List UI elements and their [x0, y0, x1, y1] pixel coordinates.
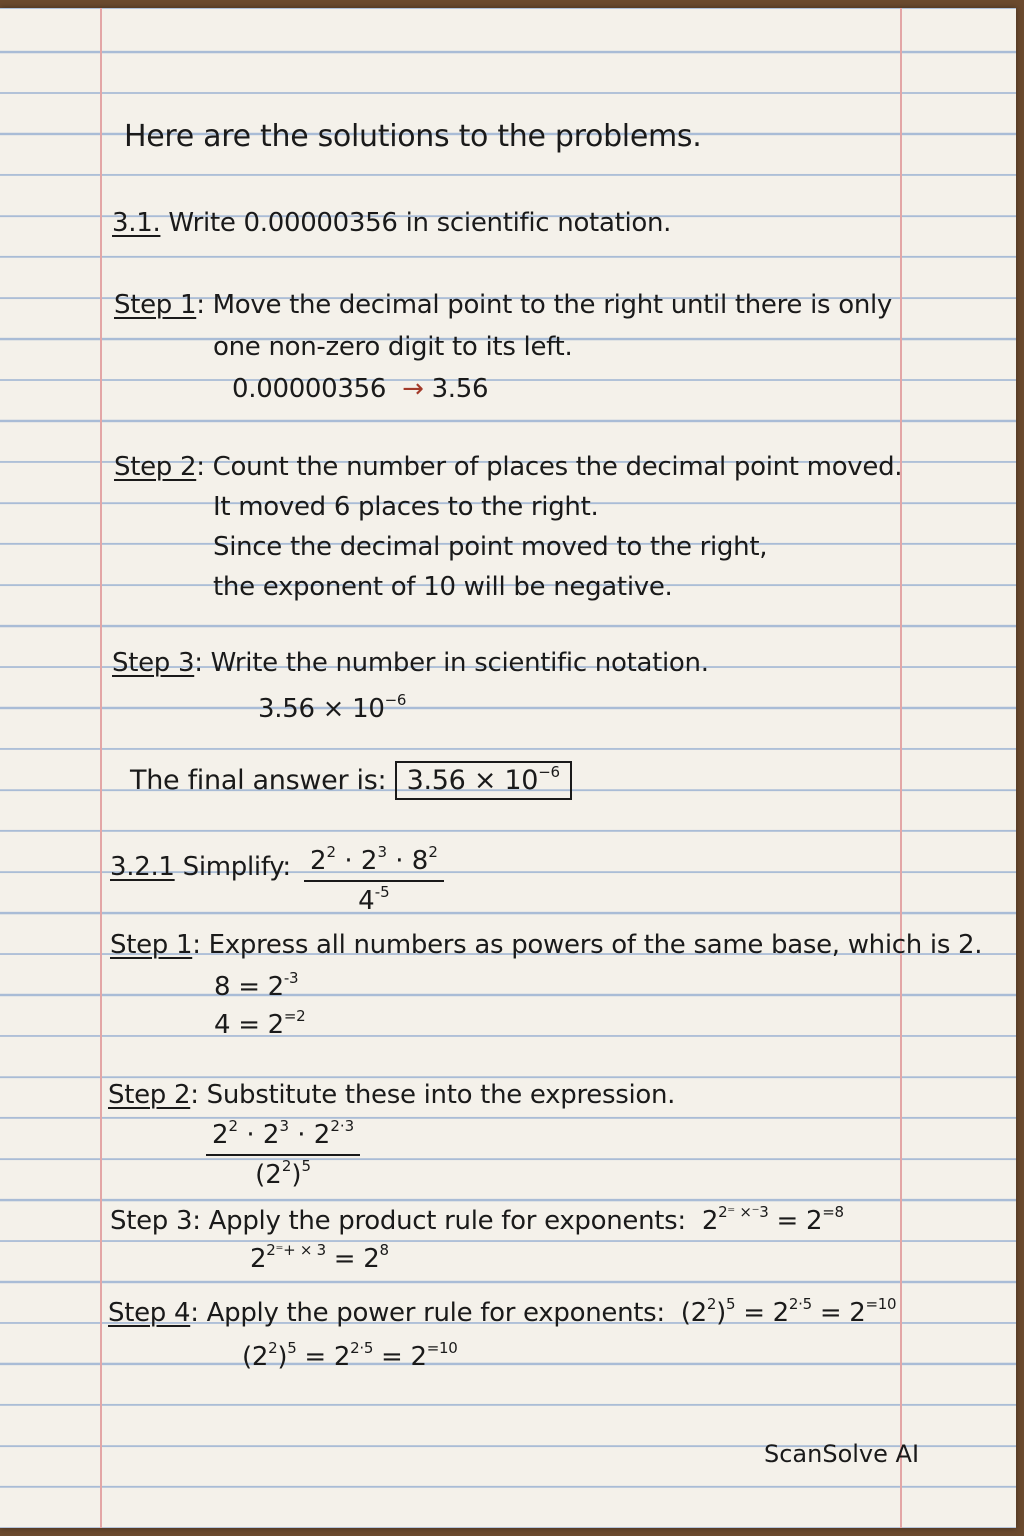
p2-step-3-line-1: Step 3: Apply the product rule for exponents: $2^{2^= \times^-3} = 2^{=8}$ — [110, 1203, 844, 1236]
result-base: 3.56 × 10 — [258, 694, 385, 724]
step-label: Step 1 — [110, 930, 193, 960]
step-text: Count the number of places the decimal point moved. — [212, 452, 903, 482]
left-margin-line — [100, 8, 102, 1528]
fraction-numerator: $2^2 \cdot 2^3 \cdot 2^{2\cdot 3}$ — [212, 1117, 355, 1150]
step-2-line-2: It moved 6 places to the right. — [213, 492, 599, 522]
problem-label: 3.2.1 — [110, 852, 175, 882]
problem-fraction — [304, 843, 444, 916]
step-label: Step 3 — [110, 1206, 193, 1236]
problem-title: Simplify: — [182, 852, 291, 882]
final-answer-label: The final answer is: — [130, 765, 387, 796]
step-1-line-1: Step 1: Move the decimal point to the right until there is only — [114, 290, 893, 320]
brand-watermark: ScanSolve AI — [764, 1440, 920, 1468]
p2-step-2-fraction — [206, 1117, 360, 1190]
p2-step-1-eq-1: $8 = 2^{-3}$ — [214, 969, 299, 1002]
p2-step-1-eq-2: $4 = 2^{=2}$ — [214, 1007, 306, 1040]
step-text: Write the number in scientific notation. — [210, 648, 709, 678]
step-2-line-1: Step 2: Count the number of places the decimal point moved. — [114, 452, 903, 482]
p2-step-2-line-1: Step 2: Substitute these into the expression. — [108, 1080, 676, 1110]
final-answer-box — [395, 761, 572, 800]
step-1-line-2: one non-zero digit to its left. — [213, 332, 573, 362]
notebook-page — [0, 8, 1016, 1528]
step-text: Apply the product rule for exponents: — [208, 1206, 686, 1236]
step-label: Step 2 — [108, 1080, 191, 1110]
problem-label: 3.1. — [112, 208, 161, 238]
p2-step-3-line-2: $2^{2^=+ \times 3} = 2^8$ — [250, 1241, 389, 1274]
step-label: Step 3 — [112, 648, 195, 678]
step-2-line-3: Since the decimal point moved to the right, — [213, 532, 768, 562]
p2-step-4-line-2: $(2^2)^5 = 2^{2\cdot 5} = 2^{=10}$ — [242, 1339, 458, 1372]
step-text: Move the decimal point to the right until there is only — [212, 290, 893, 320]
fraction-denominator: $(2^2)^5$ — [206, 1154, 360, 1190]
step-text: Substitute these into the expression. — [206, 1080, 676, 1110]
step-3-result — [258, 691, 407, 724]
step-label: Step 4 — [108, 1298, 191, 1328]
problem-3-1-heading — [112, 208, 671, 238]
right-margin-line — [900, 8, 902, 1528]
converted-number: 3.56 — [431, 374, 489, 404]
original-number: 0.00000356 — [232, 374, 387, 404]
final-answer-exponent: −6 — [538, 763, 560, 781]
step-text: Express all numbers as powers of the same base, which is 2. — [208, 930, 983, 960]
step-1-conversion — [232, 374, 488, 404]
step-text: Apply the power rule for exponents: — [206, 1298, 665, 1328]
result-exponent: −6 — [384, 691, 407, 710]
step-label: Step 1 — [114, 290, 197, 320]
final-answer-base: 3.56 × 10 — [406, 765, 539, 796]
fraction-denominator: $4^{-5}$ — [304, 880, 444, 916]
final-answer — [130, 763, 572, 796]
step-2-line-4: the exponent of 10 will be negative. — [213, 572, 673, 602]
problem-text: Write 0.00000356 in scientific notation. — [168, 208, 672, 238]
fraction-numerator: $2^2 \cdot 2^3 \cdot 8^2$ — [310, 843, 438, 876]
step-label: Step 2 — [114, 452, 197, 482]
p2-step-4-line-1: Step 4: Apply the power rule for exponents: $(2^2)^5 = 2^{2\cdot 5} = 2^{=10}$ — [108, 1295, 897, 1328]
intro-text: Here are the solutions to the problems. — [124, 119, 702, 154]
problem-3-2-1-heading — [110, 852, 291, 882]
step-3-line-1: Step 3: Write the number in scientific notation. — [112, 648, 709, 678]
arrow-right-icon: → — [402, 374, 424, 404]
p2-step-1-line-1: Step 1: Express all numbers as powers of the same base, which is 2. — [110, 930, 983, 960]
